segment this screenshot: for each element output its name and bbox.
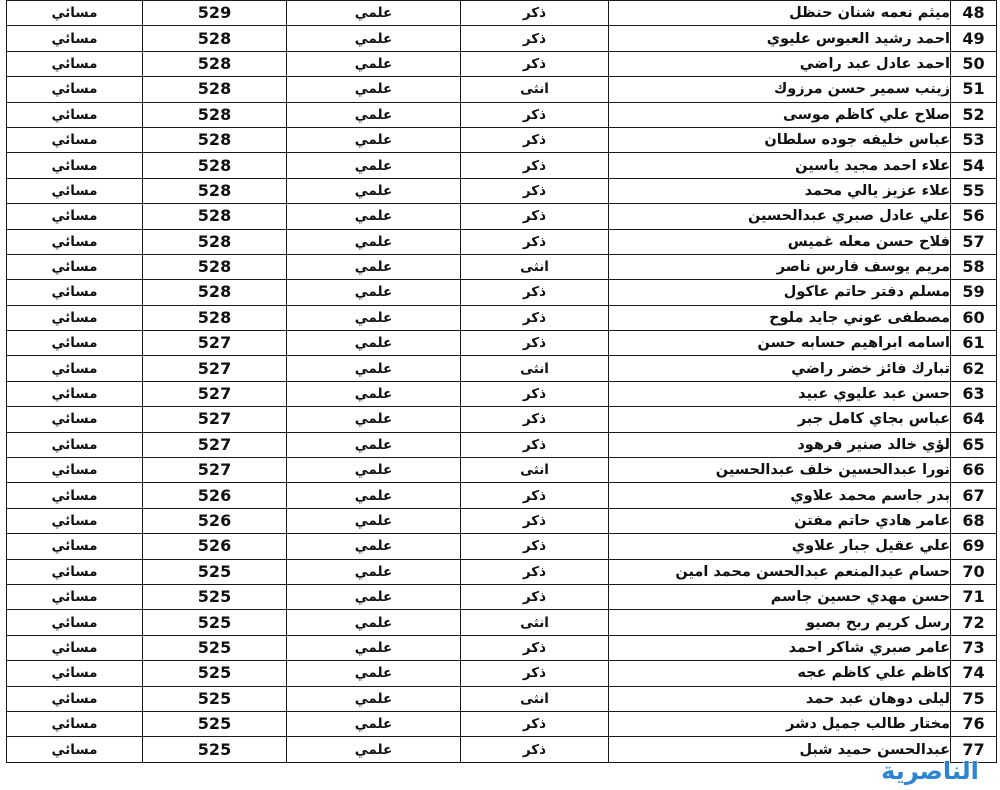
branch-cell: علمي	[287, 331, 461, 356]
score-cell: 527	[143, 356, 287, 381]
table-row	[7, 407, 997, 432]
table-row	[7, 661, 997, 686]
sequence-number-cell: 62	[951, 356, 997, 381]
branch-cell: علمي	[287, 178, 461, 203]
gender-cell: انثى	[461, 254, 609, 279]
score-cell: 528	[143, 229, 287, 254]
shift-cell: مسائي	[7, 204, 143, 229]
branch-cell: علمي	[287, 737, 461, 762]
gender-cell: ذكر	[461, 153, 609, 178]
score-cell: 525	[143, 686, 287, 711]
shift-cell: مسائي	[7, 229, 143, 254]
gender-cell: ذكر	[461, 432, 609, 457]
gender-cell: ذكر	[461, 508, 609, 533]
shift-cell: مسائي	[7, 51, 143, 76]
shift-cell: مسائي	[7, 102, 143, 127]
sequence-number-cell: 74	[951, 661, 997, 686]
results-table-body	[7, 1, 997, 763]
sequence-number-cell: 59	[951, 280, 997, 305]
shift-cell: مسائي	[7, 508, 143, 533]
student-name-cell: علاء احمد مجيد ياسين	[609, 153, 951, 178]
branch-cell: علمي	[287, 127, 461, 152]
sequence-number-cell: 55	[951, 178, 997, 203]
score-cell: 528	[143, 204, 287, 229]
student-name-cell: حسام عبدالمنعم عبدالحسن محمد امين	[609, 559, 951, 584]
student-name-cell: مسلم دفتر حاتم عاكول	[609, 280, 951, 305]
shift-cell: مسائي	[7, 635, 143, 660]
sequence-number-cell: 58	[951, 254, 997, 279]
gender-cell: ذكر	[461, 1, 609, 26]
table-row	[7, 26, 997, 51]
shift-cell: مسائي	[7, 1, 143, 26]
gender-cell: انثى	[461, 458, 609, 483]
gender-cell: انثى	[461, 77, 609, 102]
score-cell: 526	[143, 483, 287, 508]
branch-cell: علمي	[287, 153, 461, 178]
branch-cell: علمي	[287, 1, 461, 26]
sequence-number-cell: 57	[951, 229, 997, 254]
table-row	[7, 229, 997, 254]
sequence-number-cell: 48	[951, 1, 997, 26]
shift-cell: مسائي	[7, 534, 143, 559]
sequence-number-cell: 68	[951, 508, 997, 533]
shift-cell: مسائي	[7, 610, 143, 635]
shift-cell: مسائي	[7, 711, 143, 736]
shift-cell: مسائي	[7, 254, 143, 279]
branch-cell: علمي	[287, 432, 461, 457]
table-row	[7, 610, 997, 635]
sequence-number-cell: 54	[951, 153, 997, 178]
student-name-cell: اسامه ابراهيم حسابه حسن	[609, 331, 951, 356]
branch-cell: علمي	[287, 229, 461, 254]
shift-cell: مسائي	[7, 559, 143, 584]
score-cell: 525	[143, 737, 287, 762]
shift-cell: مسائي	[7, 305, 143, 330]
shift-cell: مسائي	[7, 661, 143, 686]
branch-cell: علمي	[287, 102, 461, 127]
student-name-cell: عامر صبري شاكر احمد	[609, 635, 951, 660]
branch-cell: علمي	[287, 77, 461, 102]
shift-cell: مسائي	[7, 178, 143, 203]
sequence-number-cell: 69	[951, 534, 997, 559]
student-name-cell: علاء عزيز يالي محمد	[609, 178, 951, 203]
gender-cell: ذكر	[461, 51, 609, 76]
table-row	[7, 51, 997, 76]
student-name-cell: صلاح علي كاظم موسى	[609, 102, 951, 127]
sequence-number-cell: 52	[951, 102, 997, 127]
sequence-number-cell: 66	[951, 458, 997, 483]
score-cell: 528	[143, 26, 287, 51]
student-name-cell: كاظم علي كاظم عجه	[609, 661, 951, 686]
results-table	[6, 0, 997, 763]
shift-cell: مسائي	[7, 153, 143, 178]
table-row	[7, 204, 997, 229]
sequence-number-cell: 73	[951, 635, 997, 660]
sequence-number-cell: 64	[951, 407, 997, 432]
shift-cell: مسائي	[7, 26, 143, 51]
table-row	[7, 711, 997, 736]
score-cell: 528	[143, 280, 287, 305]
student-name-cell: حسن مهدي حسين جاسم	[609, 584, 951, 609]
gender-cell: ذكر	[461, 381, 609, 406]
table-row	[7, 483, 997, 508]
student-name-cell: حسن عبد عليوي عبيد	[609, 381, 951, 406]
score-cell: 528	[143, 254, 287, 279]
shift-cell: مسائي	[7, 280, 143, 305]
score-cell: 528	[143, 178, 287, 203]
sequence-number-cell: 51	[951, 77, 997, 102]
student-name-cell: نورا عبدالحسين خلف عبدالحسين	[609, 458, 951, 483]
student-name-cell: عباس خليفه جوده سلطان	[609, 127, 951, 152]
table-row	[7, 178, 997, 203]
table-row	[7, 331, 997, 356]
branch-cell: علمي	[287, 26, 461, 51]
branch-cell: علمي	[287, 534, 461, 559]
table-row	[7, 534, 997, 559]
table-row	[7, 559, 997, 584]
student-name-cell: تبارك فائز خضر راضي	[609, 356, 951, 381]
table-row	[7, 280, 997, 305]
sequence-number-cell: 70	[951, 559, 997, 584]
gender-cell: ذكر	[461, 737, 609, 762]
gender-cell: ذكر	[461, 229, 609, 254]
shift-cell: مسائي	[7, 356, 143, 381]
score-cell: 528	[143, 51, 287, 76]
shift-cell: مسائي	[7, 458, 143, 483]
branch-cell: علمي	[287, 254, 461, 279]
gender-cell: ذكر	[461, 635, 609, 660]
table-row	[7, 686, 997, 711]
shift-cell: مسائي	[7, 381, 143, 406]
table-row	[7, 77, 997, 102]
score-cell: 527	[143, 407, 287, 432]
score-cell: 527	[143, 331, 287, 356]
gender-cell: انثى	[461, 686, 609, 711]
table-row	[7, 508, 997, 533]
sequence-number-cell: 53	[951, 127, 997, 152]
branch-cell: علمي	[287, 356, 461, 381]
score-cell: 525	[143, 635, 287, 660]
sequence-number-cell: 60	[951, 305, 997, 330]
branch-cell: علمي	[287, 483, 461, 508]
branch-cell: علمي	[287, 305, 461, 330]
table-row	[7, 381, 997, 406]
gender-cell: ذكر	[461, 661, 609, 686]
score-cell: 528	[143, 305, 287, 330]
score-cell: 528	[143, 153, 287, 178]
table-row	[7, 635, 997, 660]
sequence-number-cell: 72	[951, 610, 997, 635]
gender-cell: ذكر	[461, 331, 609, 356]
table-row	[7, 356, 997, 381]
sequence-number-cell: 71	[951, 584, 997, 609]
student-name-cell: احمد رشيد العبوس عليوي	[609, 26, 951, 51]
sequence-number-cell: 56	[951, 204, 997, 229]
gender-cell: ذكر	[461, 127, 609, 152]
student-name-cell: زينب سمير حسن مرزوك	[609, 77, 951, 102]
score-cell: 525	[143, 610, 287, 635]
student-name-cell: علي عادل صبري عبدالحسين	[609, 204, 951, 229]
shift-cell: مسائي	[7, 584, 143, 609]
shift-cell: مسائي	[7, 483, 143, 508]
watermark-logo: الناصرية	[881, 757, 979, 785]
score-cell: 528	[143, 102, 287, 127]
student-name-cell: مختار طالب جميل دشر	[609, 711, 951, 736]
branch-cell: علمي	[287, 584, 461, 609]
sequence-number-cell: 50	[951, 51, 997, 76]
student-name-cell: رسل كريم ربح بصيو	[609, 610, 951, 635]
gender-cell: ذكر	[461, 26, 609, 51]
gender-cell: ذكر	[461, 584, 609, 609]
branch-cell: علمي	[287, 407, 461, 432]
branch-cell: علمي	[287, 508, 461, 533]
branch-cell: علمي	[287, 204, 461, 229]
score-cell: 526	[143, 508, 287, 533]
table-row	[7, 102, 997, 127]
score-cell: 527	[143, 432, 287, 457]
score-cell: 529	[143, 1, 287, 26]
gender-cell: ذكر	[461, 102, 609, 127]
shift-cell: مسائي	[7, 432, 143, 457]
gender-cell: ذكر	[461, 534, 609, 559]
score-cell: 528	[143, 77, 287, 102]
score-cell: 526	[143, 534, 287, 559]
gender-cell: انثى	[461, 610, 609, 635]
student-name-cell: فلاح حسن معله غميس	[609, 229, 951, 254]
table-row	[7, 584, 997, 609]
gender-cell: ذكر	[461, 280, 609, 305]
sequence-number-cell: 76	[951, 711, 997, 736]
table-row	[7, 737, 997, 762]
sequence-number-cell: 63	[951, 381, 997, 406]
shift-cell: مسائي	[7, 77, 143, 102]
sequence-number-cell: 65	[951, 432, 997, 457]
shift-cell: مسائي	[7, 686, 143, 711]
student-name-cell: ميثم نعمه شنان حنظل	[609, 1, 951, 26]
shift-cell: مسائي	[7, 331, 143, 356]
score-cell: 528	[143, 127, 287, 152]
shift-cell: مسائي	[7, 407, 143, 432]
branch-cell: علمي	[287, 661, 461, 686]
table-row	[7, 254, 997, 279]
gender-cell: ذكر	[461, 178, 609, 203]
table-row	[7, 432, 997, 457]
branch-cell: علمي	[287, 711, 461, 736]
shift-cell: مسائي	[7, 737, 143, 762]
score-cell: 527	[143, 458, 287, 483]
branch-cell: علمي	[287, 686, 461, 711]
table-row	[7, 305, 997, 330]
sequence-number-cell: 77	[951, 737, 997, 762]
score-cell: 525	[143, 711, 287, 736]
student-name-cell: علي عقيل جبار علاوي	[609, 534, 951, 559]
table-row	[7, 1, 997, 26]
gender-cell: انثى	[461, 356, 609, 381]
score-cell: 525	[143, 584, 287, 609]
student-name-cell: لؤي خالد صنير فرهود	[609, 432, 951, 457]
gender-cell: ذكر	[461, 711, 609, 736]
gender-cell: ذكر	[461, 483, 609, 508]
score-cell: 525	[143, 559, 287, 584]
table-row	[7, 153, 997, 178]
student-name-cell: عامر هادي حاتم مفتن	[609, 508, 951, 533]
branch-cell: علمي	[287, 559, 461, 584]
gender-cell: ذكر	[461, 407, 609, 432]
branch-cell: علمي	[287, 610, 461, 635]
student-name-cell: مريم يوسف فارس ناصر	[609, 254, 951, 279]
branch-cell: علمي	[287, 381, 461, 406]
student-name-cell: ليلى دوهان عبد حمد	[609, 686, 951, 711]
branch-cell: علمي	[287, 51, 461, 76]
student-name-cell: بدر جاسم محمد علاوي	[609, 483, 951, 508]
student-name-cell: احمد عادل عبد راضي	[609, 51, 951, 76]
student-name-cell: عبدالحسن حميد شبل	[609, 737, 951, 762]
shift-cell: مسائي	[7, 127, 143, 152]
table-row	[7, 127, 997, 152]
sequence-number-cell: 61	[951, 331, 997, 356]
gender-cell: ذكر	[461, 559, 609, 584]
student-name-cell: مصطفى عوني جايد ملوح	[609, 305, 951, 330]
branch-cell: علمي	[287, 635, 461, 660]
sequence-number-cell: 67	[951, 483, 997, 508]
table-row	[7, 458, 997, 483]
gender-cell: ذكر	[461, 204, 609, 229]
branch-cell: علمي	[287, 458, 461, 483]
score-cell: 527	[143, 381, 287, 406]
sequence-number-cell: 49	[951, 26, 997, 51]
gender-cell: ذكر	[461, 305, 609, 330]
student-name-cell: عباس بجاي كامل جبر	[609, 407, 951, 432]
sequence-number-cell: 75	[951, 686, 997, 711]
score-cell: 525	[143, 661, 287, 686]
branch-cell: علمي	[287, 280, 461, 305]
